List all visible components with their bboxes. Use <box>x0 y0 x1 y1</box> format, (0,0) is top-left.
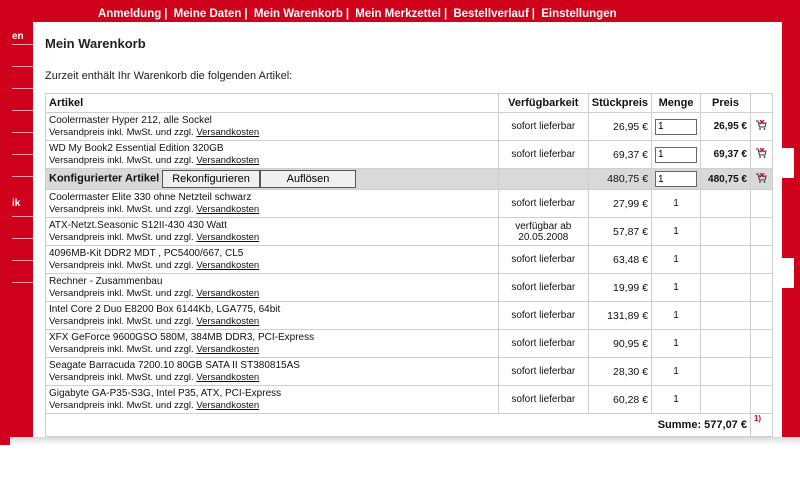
shipping-text: Versandpreis inkl. MwSt. und zzgl. <box>49 203 194 215</box>
article-cell <box>46 246 499 274</box>
unit-price: 69,37 € <box>588 141 651 169</box>
cart-table <box>45 93 773 437</box>
quantity: 1 <box>652 330 701 358</box>
article-name: Gigabyte GA-P35-S3G, Intel P35, ATX, PCI-Express <box>49 387 282 399</box>
shipping-text: Versandpreis inkl. MwSt. und zzgl. <box>49 399 194 411</box>
shipping-link[interactable]: Versandkosten <box>196 399 260 411</box>
unit-price: 90,95 € <box>588 330 651 358</box>
shipping-link[interactable]: Versandkosten <box>196 287 260 299</box>
shipping-link[interactable]: Versandkosten <box>196 231 260 243</box>
unit-price: 19,99 € <box>588 274 651 302</box>
right-edge-bar <box>782 18 800 458</box>
header-menge: Menge <box>652 94 701 113</box>
unit-price: 57,87 € <box>588 218 651 246</box>
availability: sofort lieferbar <box>498 190 588 218</box>
table-row <box>46 302 773 330</box>
shipping-link[interactable]: Versandkosten <box>196 126 260 138</box>
shipping-text: Versandpreis inkl. MwSt. und zzgl. <box>49 259 194 271</box>
article-name: Rechner - Zusammenbau <box>49 275 163 287</box>
header-actions <box>750 94 772 113</box>
page-shadow <box>10 437 800 445</box>
config-quantity-input[interactable] <box>655 171 697 187</box>
line-price <box>701 218 751 246</box>
left-sidebar-fragment[interactable]: ik <box>12 198 21 209</box>
config-quantity-cell <box>652 169 701 190</box>
remove-cell <box>750 190 772 218</box>
shipping-link[interactable]: Versandkosten <box>196 343 260 355</box>
quantity: 1 <box>652 386 701 414</box>
quantity-cell <box>652 113 701 141</box>
quantity: 1 <box>652 274 701 302</box>
configured-article-row <box>46 169 773 190</box>
unit-price: 26,95 € <box>588 113 651 141</box>
remove-from-cart-icon[interactable] <box>755 173 767 183</box>
shipping-text: Versandpreis inkl. MwSt. und zzgl. <box>49 315 194 327</box>
availability: sofort lieferbar <box>498 358 588 386</box>
article-cell <box>46 274 499 302</box>
quantity: 1 <box>652 358 701 386</box>
cart-intro-text: Zurzeit enthält Ihr Warenkorb die folgenden Artikel: <box>45 70 293 82</box>
quantity-input[interactable] <box>655 119 697 135</box>
article-cell <box>46 302 499 330</box>
sum-row <box>46 414 773 437</box>
table-row <box>46 113 773 141</box>
remove-from-cart-icon[interactable] <box>755 148 767 158</box>
line-price: 69,37 € <box>701 141 751 169</box>
quantity: 1 <box>652 218 701 246</box>
main-navigation: Anmeldung | Meine Daten | Mein Warenkorb | Mein Merkzettel | Bestellverlauf | Einstellungen <box>98 8 617 20</box>
nav-einstellungen[interactable]: Einstellungen <box>541 8 617 20</box>
shipping-text: Versandpreis inkl. MwSt. und zzgl. <box>49 231 194 243</box>
line-price: 26,95 € <box>701 113 751 141</box>
nav-meine-daten[interactable]: Meine Daten <box>173 8 242 20</box>
sum-footnote: 1) <box>750 414 772 437</box>
shipping-text: Versandpreis inkl. MwSt. und zzgl. <box>49 126 194 138</box>
article-cell <box>46 330 499 358</box>
page-title: Mein Warenkorb <box>45 36 146 51</box>
article-name: Coolermaster Hyper 212, alle Sockel <box>49 114 212 126</box>
config-availability <box>498 169 588 190</box>
remove-cell <box>750 218 772 246</box>
cart-total: Summe: 577,07 € <box>657 419 747 431</box>
line-price <box>701 358 751 386</box>
article-name: Intel Core 2 Duo E8200 Box 6144Kb, LGA775, 64bit <box>49 303 281 315</box>
config-price: 480,75 € <box>701 169 751 190</box>
nav-bestellverlauf[interactable]: Bestellverlauf <box>453 8 529 20</box>
remove-cell <box>750 141 772 169</box>
remove-cell <box>750 330 772 358</box>
main-content <box>33 22 782 452</box>
unit-price: 60,28 € <box>588 386 651 414</box>
table-row <box>46 190 773 218</box>
article-cell <box>46 218 499 246</box>
article-cell <box>46 358 499 386</box>
shipping-text: Versandpreis inkl. MwSt. und zzgl. <box>49 371 194 383</box>
dissolve-button[interactable]: Auflösen <box>260 170 356 188</box>
unit-price: 131,89 € <box>588 302 651 330</box>
shipping-text: Versandpreis inkl. MwSt. und zzgl. <box>49 154 194 166</box>
remove-cell <box>750 169 772 190</box>
article-cell <box>46 141 499 169</box>
availability: sofort lieferbar <box>498 302 588 330</box>
configured-article-label: Konfigurierter Artikel <box>49 172 160 185</box>
table-row <box>46 274 773 302</box>
config-unit-price: 480,75 € <box>588 169 651 190</box>
unit-price: 63,48 € <box>588 246 651 274</box>
left-sidebar-fragment[interactable]: en <box>12 31 24 42</box>
shipping-link[interactable]: Versandkosten <box>196 315 260 327</box>
shipping-link[interactable]: Versandkosten <box>196 203 260 215</box>
article-name: WD My Book2 Essential Edition 320GB <box>49 142 224 154</box>
remove-cell <box>750 113 772 141</box>
line-price <box>701 246 751 274</box>
line-price <box>701 274 751 302</box>
article-name: Coolermaster Elite 330 ohne Netzteil schwarz <box>49 191 252 203</box>
availability: sofort lieferbar <box>498 141 588 169</box>
table-row <box>46 358 773 386</box>
nav-mein-merkzettel[interactable]: Mein Merkzettel <box>355 8 441 20</box>
shipping-text: Versandpreis inkl. MwSt. und zzgl. <box>49 343 194 355</box>
header-artikel: Artikel <box>46 94 499 113</box>
availability: sofort lieferbar <box>498 274 588 302</box>
nav-mein-warenkorb[interactable]: Mein Warenkorb <box>253 8 343 20</box>
article-name: 4096MB-Kit DDR2 MDT , PC5400/667, CL5 <box>49 247 244 259</box>
unit-price: 28,30 € <box>588 358 651 386</box>
sum-cell <box>46 414 751 437</box>
table-header-row <box>46 94 773 113</box>
torn-bottom-edge <box>0 445 800 480</box>
article-cell <box>46 113 499 141</box>
shipping-link[interactable]: Versandkosten <box>196 154 260 166</box>
left-sidebar <box>0 0 33 460</box>
availability: sofort lieferbar <box>498 386 588 414</box>
article-name: XFX GeForce 9600GSO 580M, 384MB DDR3, PCI-Express <box>49 331 315 343</box>
quantity: 1 <box>652 302 701 330</box>
remove-from-cart-icon[interactable] <box>755 120 767 130</box>
remove-cell <box>750 358 772 386</box>
shipping-link[interactable]: Versandkosten <box>196 371 260 383</box>
quantity-cell <box>652 141 701 169</box>
article-name: Seagate Barracuda 7200.10 80GB SATA II ST380815AS <box>49 359 300 371</box>
line-price <box>701 190 751 218</box>
shipping-link[interactable]: Versandkosten <box>196 259 260 271</box>
quantity-input[interactable] <box>655 147 697 163</box>
article-name: ATX-Netzt.Seasonic S12II-430 430 Watt <box>49 219 227 231</box>
header-verfuegbarkeit: Verfügbarkeit <box>498 94 588 113</box>
remove-cell <box>750 386 772 414</box>
availability: sofort lieferbar <box>498 246 588 274</box>
quantity: 1 <box>652 190 701 218</box>
config-cell <box>46 169 499 190</box>
table-row <box>46 246 773 274</box>
reconfigure-button[interactable]: Rekonfigurieren <box>162 170 260 188</box>
availability: verfügbar ab 20.05.2008 <box>498 218 588 246</box>
remove-cell <box>750 302 772 330</box>
header-stueckpreis: Stückpreis <box>588 94 651 113</box>
availability: sofort lieferbar <box>498 113 588 141</box>
table-row <box>46 386 773 414</box>
remove-cell <box>750 246 772 274</box>
line-price <box>701 386 751 414</box>
quantity: 1 <box>652 246 701 274</box>
header-preis: Preis <box>701 94 751 113</box>
article-cell <box>46 190 499 218</box>
remove-cell <box>750 274 772 302</box>
shipping-text: Versandpreis inkl. MwSt. und zzgl. <box>49 287 194 299</box>
table-row <box>46 330 773 358</box>
line-price <box>701 302 751 330</box>
table-row <box>46 218 773 246</box>
line-price <box>701 330 751 358</box>
unit-price: 27,99 € <box>588 190 651 218</box>
nav-anmeldung[interactable]: Anmeldung <box>98 8 162 20</box>
table-row <box>46 141 773 169</box>
availability: sofort lieferbar <box>498 330 588 358</box>
article-cell <box>46 386 499 414</box>
